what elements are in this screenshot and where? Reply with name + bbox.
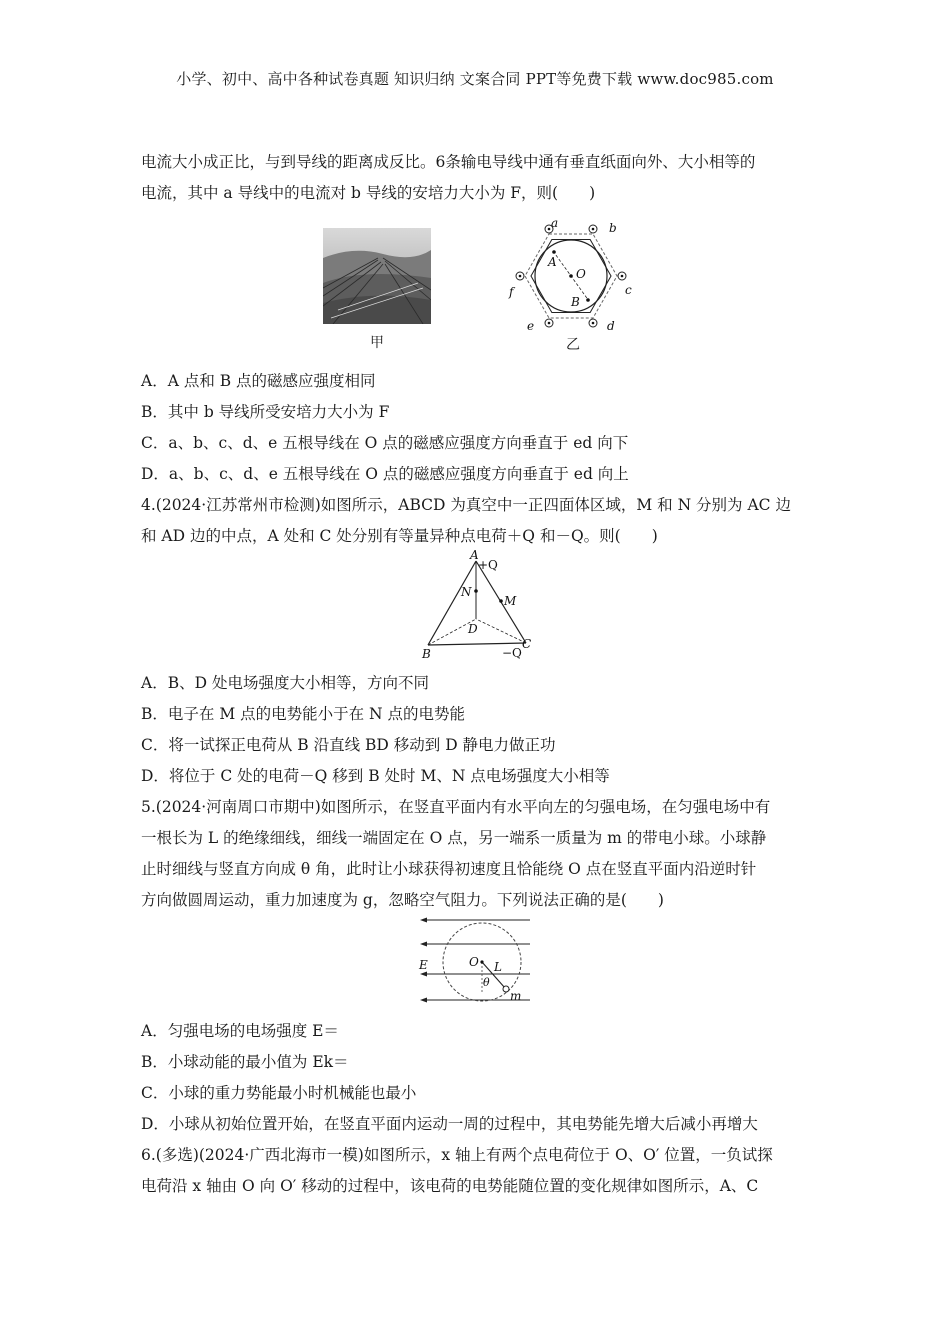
label-d: d <box>607 319 615 333</box>
page-header: 小学、初中、高中各种试卷真题 知识归纳 文案合同 PPT等免费下载 www.doc985.com <box>176 70 774 88</box>
label-A: A <box>548 255 557 269</box>
label-a: a <box>551 218 559 230</box>
tet-label-A: A <box>470 549 479 562</box>
q4-option-d: D．将位于 C 处的电荷－Q 移到 B 处时 M、N 点电场强度大小相等 <box>141 767 610 785</box>
label-B: B <box>571 295 580 309</box>
field-label-L: L <box>494 960 502 974</box>
figure-caption-right: 乙 <box>566 337 580 353</box>
q6-stem-line1: 6.(多选)(2024·广西北海市一模)如图所示，x 轴上有两个点电荷位于 O、O′ 位置，一负试探 <box>141 1146 773 1164</box>
q4-option-a: A．B、D 处电场强度大小相等，方向不同 <box>141 674 429 692</box>
tet-label-C: C <box>522 637 532 651</box>
label-e: e <box>527 319 535 333</box>
power-line-photo <box>323 228 431 324</box>
label-f: f <box>509 285 514 299</box>
q3-option-c: C．a、b、c、d、e 五根导线在 O 点的磁感应强度方向垂直于 ed 向下 <box>141 434 629 452</box>
electric-field-circle-diagram <box>416 914 534 1008</box>
tet-label-minusQ: −Q <box>502 646 522 660</box>
tet-label-B: B <box>422 647 431 661</box>
tet-label-M: M <box>504 594 517 608</box>
q3-option-a: A．A 点和 B 点的磁感应强度相同 <box>141 372 376 390</box>
q5-stem-line4: 方向做圆周运动，重力加速度为 g，忽略空气阻力。下列说法正确的是( ) <box>141 891 664 909</box>
q5-stem-line1: 5.(2024·河南周口市期中)如图所示，在竖直平面内有水平向左的匀强电场，在匀强电场中有 <box>141 798 771 816</box>
q3-option-b: B．其中 b 导线所受安培力大小为 F <box>141 403 390 421</box>
q3-option-d: D．a、b、c、d、e 五根导线在 O 点的磁感应强度方向垂直于 ed 向上 <box>141 465 629 483</box>
q3-stem-line1: 电流大小成正比，与到导线的距离成反比。6条输电导线中通有垂直纸面向外、大小相等的 <box>141 153 756 171</box>
label-c: c <box>625 283 632 297</box>
q4-stem-line2: 和 AD 边的中点，A 处和 C 处分别有等量异种点电荷＋Q 和－Q。则( ) <box>141 527 658 545</box>
q3-stem-line2: 电流，其中 a 导线中的电流对 b 导线的安培力大小为 F，则( ) <box>141 184 596 202</box>
q4-stem-line1: 4.(2024·江苏常州市检测)如图所示，ABCD 为真空中一正四面体区域，M 和 N 分别为 AC 边 <box>141 496 791 514</box>
q5-stem-line2: 一根长为 L 的绝缘细线，细线一端固定在 O 点，另一端系一质量为 m 的带电小球。小球静 <box>141 829 767 847</box>
q5-option-b: B．小球动能的最小值为 Ek＝ <box>141 1053 349 1071</box>
q5-option-a: A．匀强电场的电场强度 E＝ <box>141 1022 339 1040</box>
hexagon-wire-diagram <box>505 218 637 334</box>
field-label-O: O <box>469 955 479 969</box>
q5-stem-line3: 止时细线与竖直方向成 θ 角，此时让小球获得初速度且恰能绕 O 点在竖直平面内沿逆时针 <box>141 860 757 878</box>
q4-option-b: B．电子在 M 点的电势能小于在 N 点的电势能 <box>141 705 466 723</box>
tet-label-plusQ: +Q <box>478 558 498 572</box>
field-label-m: m <box>510 989 522 1003</box>
label-O: O <box>576 267 586 281</box>
q4-option-c: C．将一试探正电荷从 B 沿直线 BD 移动到 D 静电力做正功 <box>141 736 556 754</box>
q5-option-c: C．小球的重力势能最小时机械能也最小 <box>141 1084 417 1102</box>
label-b: b <box>609 221 617 235</box>
tet-label-N: N <box>461 585 472 599</box>
q5-option-d: D．小球从初始位置开始，在竖直平面内运动一周的过程中，其电势能先增大后减小再增大 <box>141 1115 758 1133</box>
tetrahedron-diagram <box>418 549 538 661</box>
figure-caption-left: 甲 <box>370 335 384 351</box>
field-label-E: E <box>419 958 428 972</box>
field-label-theta: θ <box>483 976 490 989</box>
q6-stem-line2: 电荷沿 x 轴由 O 向 O′ 移动的过程中，该电荷的电势能随位置的变化规律如图所示，A、C <box>141 1177 759 1195</box>
tet-label-D: D <box>468 622 478 636</box>
